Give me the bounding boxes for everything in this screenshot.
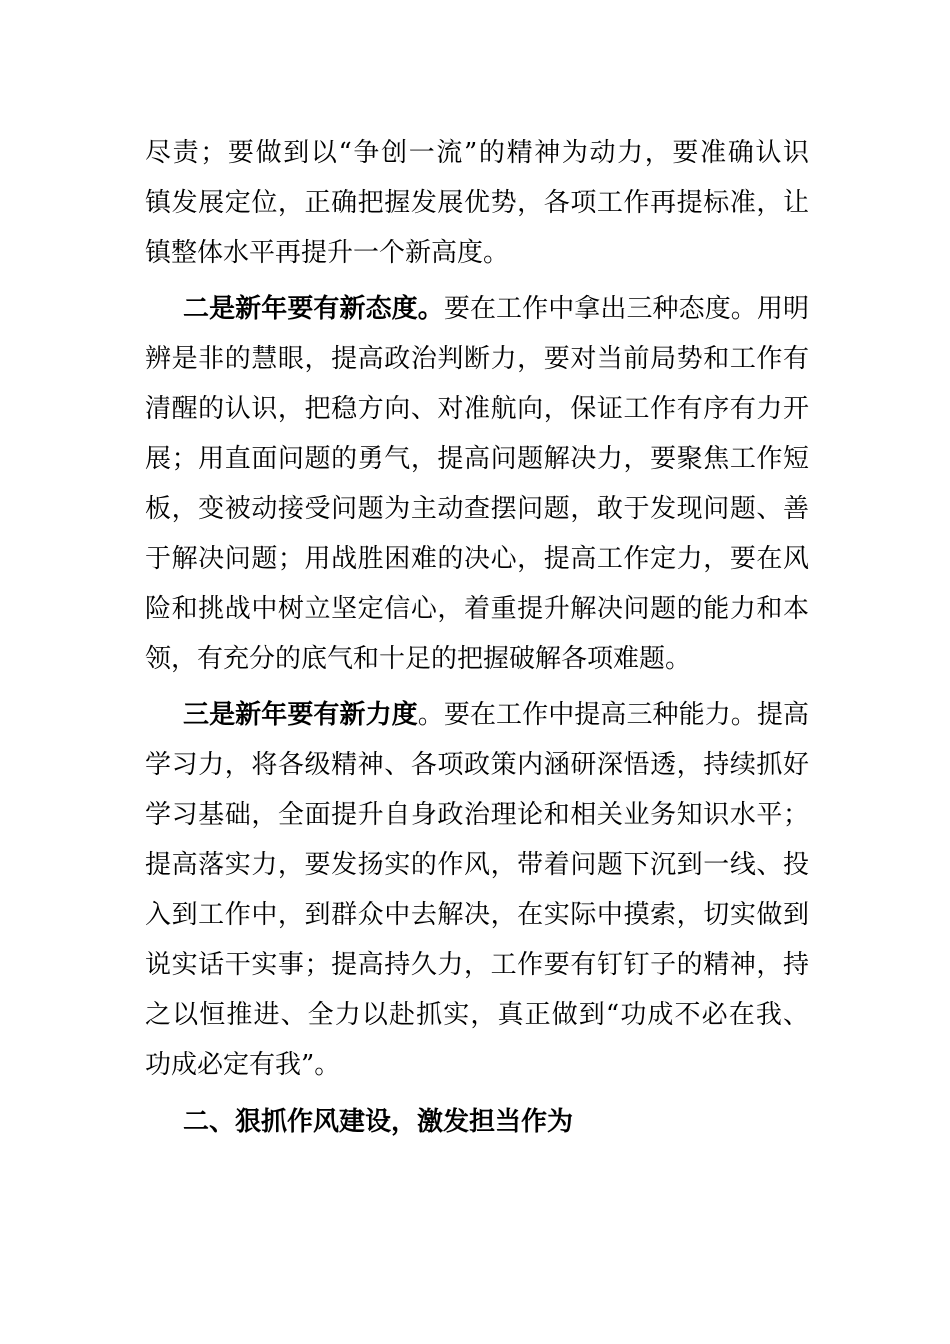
paragraph-line: 学习基础，全面提升自身政治理论和相关业务知识水平； [145,800,809,830]
paragraph-lead-text: 要在工作中拿出三种态度。用明 [443,294,809,324]
paragraph-line: 尽责；要做到以“争创一流”的精神为动力，要准确认识 [145,138,809,168]
paragraph-first-line [183,695,809,735]
paragraph-line: 功成必定有我”。 [145,1050,341,1080]
paragraph-lead-bold: 三是新年要有新力度 [183,700,418,730]
paragraph-line: 领，有充分的底气和十足的把握破解各项难题。 [145,644,692,674]
paragraph-line: 展；用直面问题的勇气，提高问题解决力，要聚焦工作短 [145,444,809,474]
paragraph-line: 说实话干实事；提高持久力，工作要有钉钉子的精神，持 [145,950,809,980]
paragraph-line: 清醒的认识，把稳方向、对准航向，保证工作有序有力开 [145,394,809,424]
paragraph-line: 之以恒推进、全力以赴抓实，真正做到“功成不必在我、 [145,1000,809,1030]
paragraph-line: 学习力，将各级精神、各项政策内涵研深悟透，持续抓好 [145,750,809,780]
section-heading: 二、狠抓作风建设，激发担当作为 [183,1107,574,1137]
paragraph-lead-bold: 二是新年要有新态度。 [183,294,444,324]
paragraph-line: 镇整体水平再提升一个新高度。 [145,238,510,268]
paragraph-line: 辨是非的慧眼，提高政治判断力，要对当前局势和工作有 [145,344,809,374]
paragraph-line: 入到工作中，到群众中去解决，在实际中摸索，切实做到 [145,900,809,930]
paragraph-line: 板，变被动接受问题为主动查摆问题，敢于发现问题、善 [145,494,809,524]
paragraph-line: 于解决问题；用战胜困难的决心，提高工作定力，要在风 [145,544,809,574]
paragraph-line: 提高落实力，要发扬实的作风，带着问题下沉到一线、投 [145,850,809,880]
paragraph-line: 险和挑战中树立坚定信心，着重提升解决问题的能力和本 [145,594,809,624]
paragraph-lead-text: 。要在工作中提高三种能力。提高 [417,700,809,730]
paragraph-line: 镇发展定位，正确把握发展优势，各项工作再提标准，让 [145,188,809,218]
paragraph-first-line [183,289,809,329]
